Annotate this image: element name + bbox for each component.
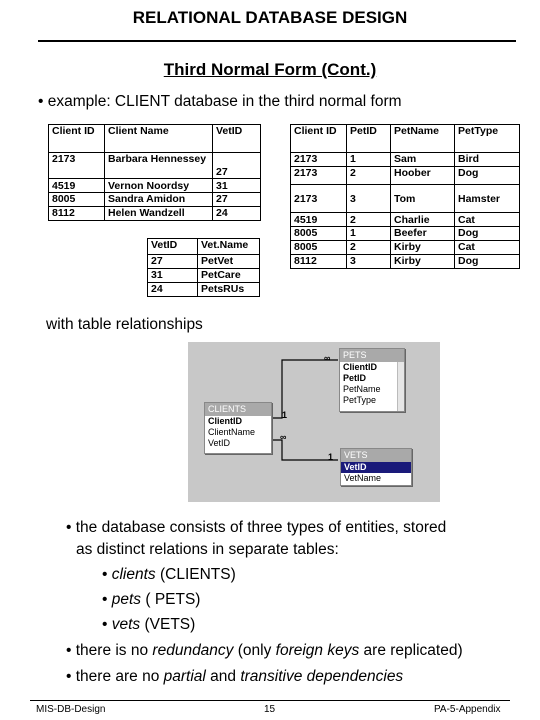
field-client-id: ClientID	[208, 416, 243, 426]
table-cell: 8005	[291, 241, 347, 255]
bullet-entities-line1: • the database consists of three types of entities, stored	[66, 519, 447, 536]
table-cell: 24	[148, 283, 198, 297]
field-vet-id-selected: VetID	[341, 462, 411, 473]
table-cell: 4519	[49, 179, 105, 193]
many-symbol: ∞	[280, 432, 287, 442]
bullet-pets: • pets ( PETS)	[102, 591, 201, 608]
footer-left: MIS-DB-Design	[36, 704, 106, 715]
bullet-no-redundancy	[66, 642, 463, 660]
table-cell: 2173	[291, 153, 347, 167]
relationships-line: with table relationships	[46, 316, 203, 333]
footer-divider	[30, 700, 510, 701]
table-cell: 2173	[49, 153, 105, 179]
table-cell: Hoober	[391, 167, 455, 185]
pets-tail: ( PETS)	[141, 591, 201, 608]
pet-table-header-petid: PetID	[347, 125, 391, 153]
field-vet-id: VetID	[208, 438, 231, 448]
table-cell: 4519	[291, 213, 347, 227]
table-cell: PetCare	[198, 269, 260, 283]
client-table	[48, 124, 261, 221]
text-span: • there is no	[66, 642, 153, 659]
table-cell: 8005	[49, 193, 105, 207]
table-cell: PetsRUs	[198, 283, 260, 297]
table-cell: 2173	[291, 185, 347, 213]
table-cell: 31	[148, 269, 198, 283]
field-pet-name: PetName	[343, 384, 381, 394]
table-cell: Cat	[455, 241, 520, 255]
page-title: RELATIONAL DATABASE DESIGN	[132, 8, 408, 27]
table-cell: Barbara Hennessey	[105, 153, 213, 179]
pets-entity-box[interactable]	[339, 348, 405, 412]
scrollbar[interactable]	[397, 362, 404, 411]
table-cell: 24	[213, 207, 261, 221]
pets-word: pets	[111, 591, 142, 608]
text-span: are replicated)	[359, 642, 463, 659]
table-cell: Beefer	[391, 227, 455, 241]
table-cell: Dog	[455, 227, 520, 241]
example-line: • example: CLIENT database in the third normal form	[38, 93, 402, 110]
table-cell: Sandra Amidon	[105, 193, 213, 207]
bullet-vets: • vets (VETS)	[102, 616, 196, 633]
foreign-keys-word: foreign keys	[275, 642, 360, 659]
table-cell: 27	[213, 193, 261, 207]
table-cell: 2173	[291, 167, 347, 185]
many-symbol: ∞	[324, 353, 331, 363]
table-cell: 8005	[291, 227, 347, 241]
table-cell: Hamster	[455, 185, 520, 213]
clients-entity-title: CLIENTS	[205, 403, 271, 416]
table-cell: 8112	[291, 255, 347, 269]
table-cell: 2	[347, 167, 391, 185]
one-symbol: 1	[328, 452, 334, 462]
field-pet-id: PetID	[343, 373, 367, 383]
table-cell: Tom	[391, 185, 455, 213]
table-cell: Charlie	[391, 213, 455, 227]
table-cell: 2	[347, 213, 391, 227]
client-table-header-client-id: Client ID	[49, 125, 105, 153]
pet-table-header-petname: PetName	[391, 125, 455, 153]
text-span: • there are no	[66, 668, 164, 685]
table-cell: 27	[148, 255, 198, 269]
table-cell: 27	[213, 153, 261, 179]
pet-table-header-client-id: Client ID	[291, 125, 347, 153]
subtitle-text: Third Normal Form (Cont.)	[163, 60, 377, 79]
table-cell: 1	[347, 153, 391, 167]
table-cell: Dog	[455, 255, 520, 269]
table-cell: Dog	[455, 167, 520, 185]
table-cell: PetVet	[198, 255, 260, 269]
bullet-clients: • clients (CLIENTS)	[102, 566, 236, 583]
table-cell: 8112	[49, 207, 105, 221]
vet-table-header-vetid: VetID	[148, 239, 198, 255]
footer-right: PA-5-Appendix	[434, 704, 501, 715]
client-table-header-client-name: Client Name	[105, 125, 213, 153]
vets-entity-title: VETS	[341, 449, 411, 462]
partial-word: partial	[163, 668, 206, 685]
table-cell: Kirby	[391, 241, 455, 255]
table-cell: 31	[213, 179, 261, 193]
field-pet-type: PetType	[343, 395, 377, 405]
vets-entity-box[interactable]	[340, 448, 412, 486]
clients-word: clients	[111, 566, 156, 583]
client-table-header-vetid: VetID	[213, 125, 261, 153]
transitive-dependencies-word: transitive dependencies	[240, 668, 404, 685]
text-span: (only	[233, 642, 276, 659]
relationships-diagram	[188, 342, 440, 502]
bullet-entities-line2: as distinct relations in separate tables:	[76, 541, 339, 558]
vets-word: vets	[111, 616, 141, 633]
field-vet-name: VetName	[344, 473, 382, 483]
title-divider	[38, 40, 516, 42]
vets-tail: (VETS)	[140, 616, 196, 633]
text-span: and	[205, 668, 241, 685]
field-client-id: ClientID	[343, 362, 378, 372]
table-cell: Sam	[391, 153, 455, 167]
table-cell: 3	[347, 185, 391, 213]
table-cell: Kirby	[391, 255, 455, 269]
pets-entity-title: PETS	[340, 349, 404, 362]
table-cell: Bird	[455, 153, 520, 167]
table-cell: 2	[347, 241, 391, 255]
pet-table	[290, 124, 520, 269]
table-cell: 3	[347, 255, 391, 269]
bullet-no-dependencies	[66, 668, 403, 686]
table-cell: Cat	[455, 213, 520, 227]
table-cell: Vernon Noordsy	[105, 179, 213, 193]
field-client-name: ClientName	[208, 427, 256, 437]
table-cell: 1	[347, 227, 391, 241]
vet-table	[147, 238, 260, 297]
table-cell: Helen Wandzell	[105, 207, 213, 221]
clients-entity-box[interactable]	[204, 402, 272, 454]
slide-subtitle	[0, 60, 540, 80]
vet-table-header-vet-name: Vet.Name	[198, 239, 260, 255]
footer-page-number: 15	[264, 704, 276, 715]
redundancy-word: redundancy	[152, 642, 234, 659]
one-symbol: 1	[282, 410, 288, 420]
clients-tail: (CLIENTS)	[155, 566, 236, 583]
pet-table-header-pettype: PetType	[455, 125, 520, 153]
